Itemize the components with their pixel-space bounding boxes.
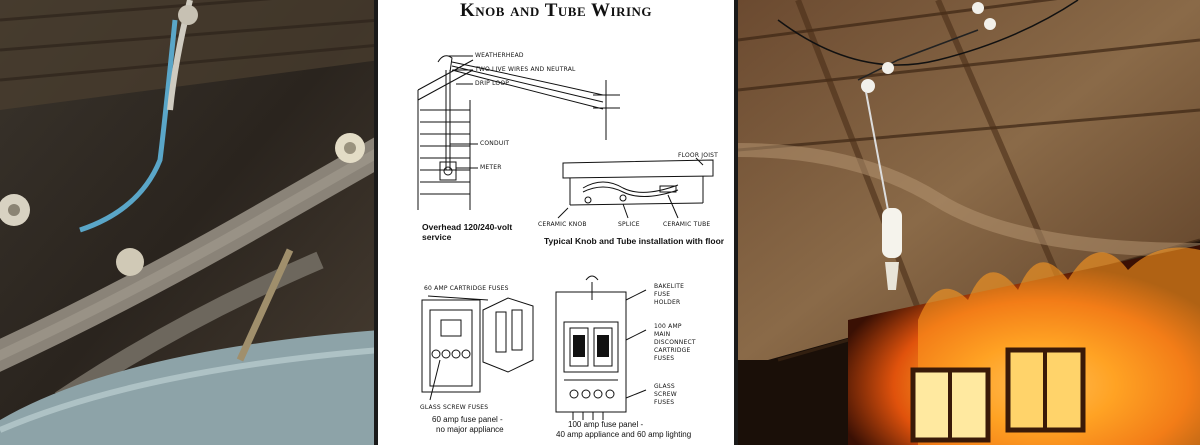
caption-100-amp-line2: 40 amp appliance and 60 amp lighting [556, 430, 692, 439]
caption-100-amp-line1: 100 amp fuse panel - [568, 420, 644, 429]
label-splice: SPLICE [618, 221, 640, 228]
label-fuse: FUSE [654, 291, 671, 298]
label-screw: SCREW [654, 391, 677, 398]
label-ceramic-tube: CERAMIC TUBE [663, 221, 711, 228]
caption-floor: Typical Knob and Tube installation with floor [544, 236, 725, 246]
diagram-title: Knob and Tube Wiring [459, 0, 653, 21]
label-drip-loop: DRIP LOOP [475, 80, 510, 87]
label-fuses: FUSES [654, 355, 675, 362]
left-photo-illustration [0, 0, 380, 445]
label-holder: HOLDER [654, 299, 681, 306]
knob-and-tube-diagram [374, 0, 738, 445]
right-photo-illustration [738, 0, 1200, 445]
right-photo-attic-and-fire [738, 0, 1200, 445]
label-meter: METER [480, 164, 502, 171]
label-main: MAIN [654, 331, 671, 338]
left-photo-old-wiring [0, 0, 380, 445]
label-60-amp-cartridge-fuses: 60 AMP CARTRIDGE FUSES [424, 285, 509, 292]
label-conduit: CONDUIT [480, 140, 510, 147]
caption-overhead-line1: Overhead 120/240-volt [422, 222, 513, 232]
label-glass: GLASS [654, 383, 675, 390]
caption-overhead-line2: service [422, 232, 452, 242]
label-bakelite: BAKELITE [654, 283, 685, 290]
label-disconnect: DISCONNECT [654, 339, 696, 346]
label-ceramic-knob: CERAMIC KNOB [538, 221, 587, 228]
label-fuses-2: FUSES [654, 399, 675, 406]
label-two-live-wires: TWO LIVE WIRES AND NEUTRAL [475, 66, 576, 73]
label-cartridge: CARTRIDGE [654, 347, 691, 354]
label-100-amp: 100 AMP [654, 323, 682, 330]
label-weatherhead: WEATHERHEAD [475, 52, 524, 59]
label-floor-joist: FLOOR JOIST [678, 152, 719, 159]
caption-60-amp-line2: no major appliance [436, 425, 504, 434]
label-glass-screw-fuses: GLASS SCREW FUSES [420, 404, 489, 411]
caption-60-amp-line1: 60 amp fuse panel - [432, 415, 503, 424]
